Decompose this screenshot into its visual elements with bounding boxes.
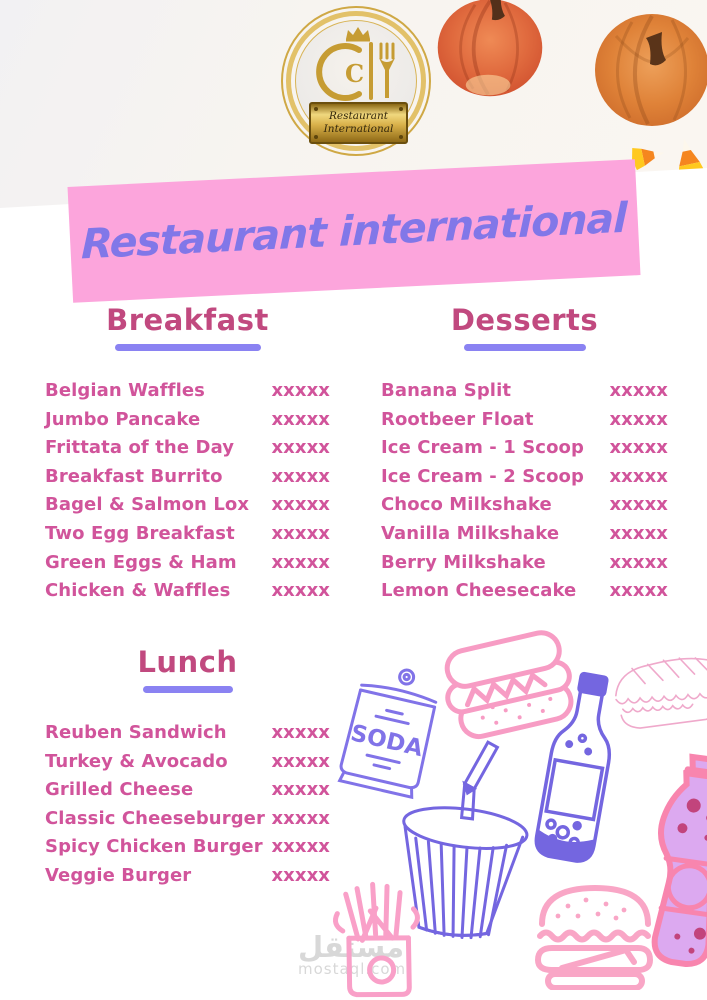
menu-item-row (45, 494, 330, 523)
menu-item-price: xxxxx (271, 380, 330, 401)
section-desserts (381, 303, 668, 609)
menu-item-name: Banana Split (381, 380, 512, 401)
menu-item-price: xxxxx (609, 465, 668, 487)
menu-item-price: xxxxx (271, 836, 330, 858)
desserts-list (381, 380, 668, 609)
menu-item-price: xxxxx (271, 465, 330, 487)
menu-item-price: xxxxx (609, 551, 668, 573)
red-pumpkin-image (434, 0, 546, 102)
menu-item-row (381, 380, 668, 409)
section-underline (464, 344, 586, 351)
menu-item-row (45, 779, 330, 808)
svg-text:C: C (345, 59, 365, 88)
menu-item-price: xxxxx (609, 522, 668, 544)
burger-illustration (528, 878, 662, 990)
menu-item-row (381, 437, 668, 466)
menu-item-price: xxxxx (609, 494, 668, 516)
menu-item-row (45, 409, 330, 438)
menu-item-name: Grilled Cheese (45, 779, 194, 801)
section-lunch (45, 645, 330, 894)
screw-icon (314, 135, 318, 139)
screw-icon (399, 135, 403, 139)
page-title: Restaurant international (81, 193, 627, 269)
menu-item-price: xxxxx (609, 408, 668, 430)
menu-item-price: xxxxx (271, 750, 330, 772)
logo-c-and-cutlery-icon (315, 40, 399, 102)
section-underline (115, 344, 261, 351)
menu-item-price: xxxxx (271, 494, 330, 516)
menu-item-name: Classic Cheeseburger (45, 807, 265, 829)
menu-item-price: xxxxx (271, 437, 330, 459)
menu-item-price: xxxxx (271, 864, 330, 886)
sub-sandwich-illustration (609, 648, 707, 744)
menu-item-name: Breakfast Burrito (45, 465, 223, 487)
menu-item-row (381, 523, 668, 552)
menu-item-price: xxxxx (271, 779, 330, 801)
menu-item-name: Veggie Burger (45, 864, 192, 886)
menu-item-row (381, 409, 668, 438)
menu-item-row (45, 580, 330, 609)
lunch-title: Lunch (137, 645, 238, 679)
menu-item-row (45, 437, 330, 466)
menu-item-name: Belgian Waffles (45, 380, 205, 401)
menu-item-row (45, 523, 330, 552)
menu-item-price: xxxxx (271, 722, 330, 743)
menu-item-name: Two Egg Breakfast (45, 522, 235, 544)
menu-item-price: xxxxx (271, 551, 330, 573)
menu-item-name: Lemon Cheesecake (381, 580, 577, 602)
breakfast-title: Breakfast (106, 303, 269, 337)
watermark-latin: mostaql.com (298, 960, 407, 979)
menu-item-row (45, 722, 330, 751)
menu-item-row (45, 380, 330, 409)
menu-item-name: Turkey & Avocado (45, 750, 228, 772)
logo-text-line1: Restaurant (328, 109, 388, 122)
menu-item-name: Ice Cream - 1 Scoop (381, 437, 584, 459)
menu-item-name: Green Eggs & Ham (45, 551, 237, 573)
menu-item-price: xxxxx (271, 580, 330, 602)
menu-item-price: xxxxx (609, 380, 668, 401)
menu-item-row (45, 865, 330, 894)
menu-item-row (45, 808, 330, 837)
menu-item-name: Jumbo Pancake (45, 408, 201, 430)
menu-item-name: Ice Cream - 2 Scoop (381, 465, 584, 487)
menu-item-price: xxxxx (271, 408, 330, 430)
section-underline (143, 686, 233, 693)
menu-item-name: Rootbeer Float (381, 408, 534, 430)
fries-illustration (320, 868, 439, 1000)
menu-item-price: xxxxx (271, 807, 330, 829)
logo-text-line2: International (323, 123, 394, 135)
lunch-list (45, 722, 330, 894)
menu-item-row (381, 580, 668, 609)
menu-item-name: Bagel & Salmon Lox (45, 494, 250, 516)
logo-plaque (309, 102, 408, 144)
menu-item-name: Vanilla Milkshake (381, 522, 560, 544)
screw-icon (314, 107, 318, 111)
menu-item-row (45, 751, 330, 780)
menu-item-price: xxxxx (609, 580, 668, 602)
menu-item-row (45, 466, 330, 495)
menu-item-name: Choco Milkshake (381, 494, 552, 516)
menu-item-price: xxxxx (609, 437, 668, 459)
menu-item-row (45, 552, 330, 581)
orange-pumpkin-image (592, 2, 707, 130)
section-breakfast (45, 303, 330, 609)
soda-can-label: SODA (348, 720, 426, 763)
restaurant-logo (281, 6, 431, 156)
menu-item-row (381, 494, 668, 523)
menu-item-name: Spicy Chicken Burger (45, 836, 263, 858)
menu-item-name: Chicken & Waffles (45, 580, 231, 602)
desserts-title: Desserts (450, 303, 599, 337)
menu-item-row (381, 466, 668, 495)
menu-item-name: Frittata of the Day (45, 437, 235, 459)
menu-item-name: Reuben Sandwich (45, 722, 227, 743)
watermark-arabic: مستقل (298, 930, 405, 964)
menu-item-price: xxxxx (271, 522, 330, 544)
menu-item-row (45, 836, 330, 865)
breakfast-list (45, 380, 330, 609)
candy-corn-icon (668, 133, 707, 181)
menu-item-row (381, 552, 668, 581)
screw-icon (399, 107, 403, 111)
menu-item-name: Berry Milkshake (381, 551, 546, 573)
